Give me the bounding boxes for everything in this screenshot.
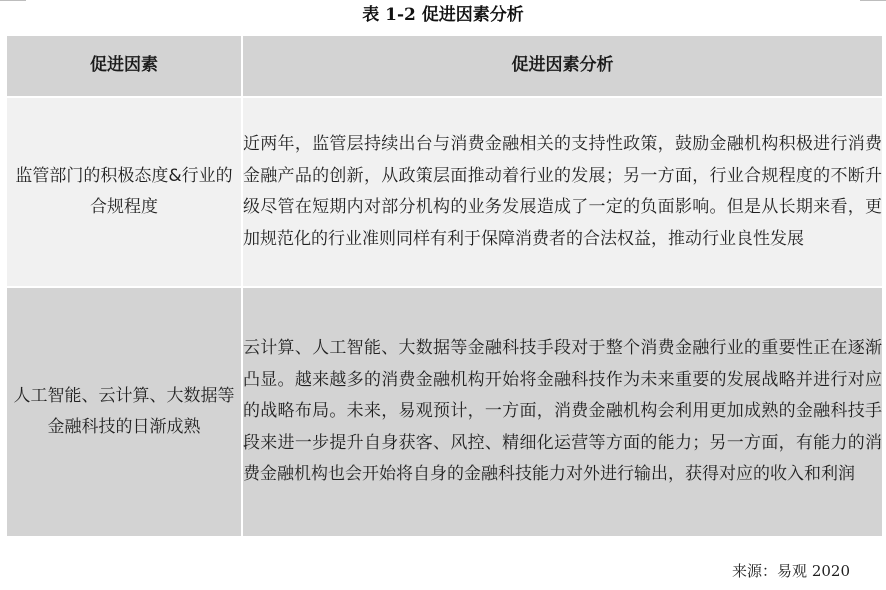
promotion-factors-table <box>5 34 884 538</box>
top-rule-right <box>860 0 886 1</box>
top-rule-left <box>0 0 26 1</box>
source-note: 来源：易观 2020 <box>732 562 850 580</box>
column-header-factor: 促进因素 <box>6 35 242 97</box>
table-row <box>6 97 883 287</box>
analysis-cell: 云计算、人工智能、大数据等金融科技手段对于整个消费金融行业的重要性正在逐渐凸显。越来越多的消费金融机构开始将金融科技作为未来重要的发展战略并进行对应的战略布局。未来，易观预计，一方面，消费金融机构会利用更加成熟的金融科技手段来进一步提升自身获客、风控、精细化运营等方面的能力；另一方面，有能力的消费金融机构也会开始将自身的金融科技能力对外进行输出，获得对应的收入和利润 <box>242 287 883 537</box>
factor-cell: 人工智能、云计算、大数据等金融科技的日渐成熟 <box>6 287 242 537</box>
table-header-row <box>6 35 883 97</box>
factor-cell: 监管部门的积极态度&行业的合规程度 <box>6 97 242 287</box>
table-caption: 表 1-2 促进因素分析 <box>362 5 524 25</box>
column-header-analysis: 促进因素分析 <box>242 35 883 97</box>
analysis-cell: 近两年，监管层持续出台与消费金融相关的支持性政策，鼓励金融机构积极进行消费金融产品的创新，从政策层面推动着行业的发展；另一方面，行业合规程度的不断升级尽管在短期内对部分机构的业务发展造成了一定的负面影响。但是从长期来看，更加规范化的行业准则同样有利于保障消费者的合法权益，推动行业良性发展 <box>242 97 883 287</box>
table-row <box>6 287 883 537</box>
